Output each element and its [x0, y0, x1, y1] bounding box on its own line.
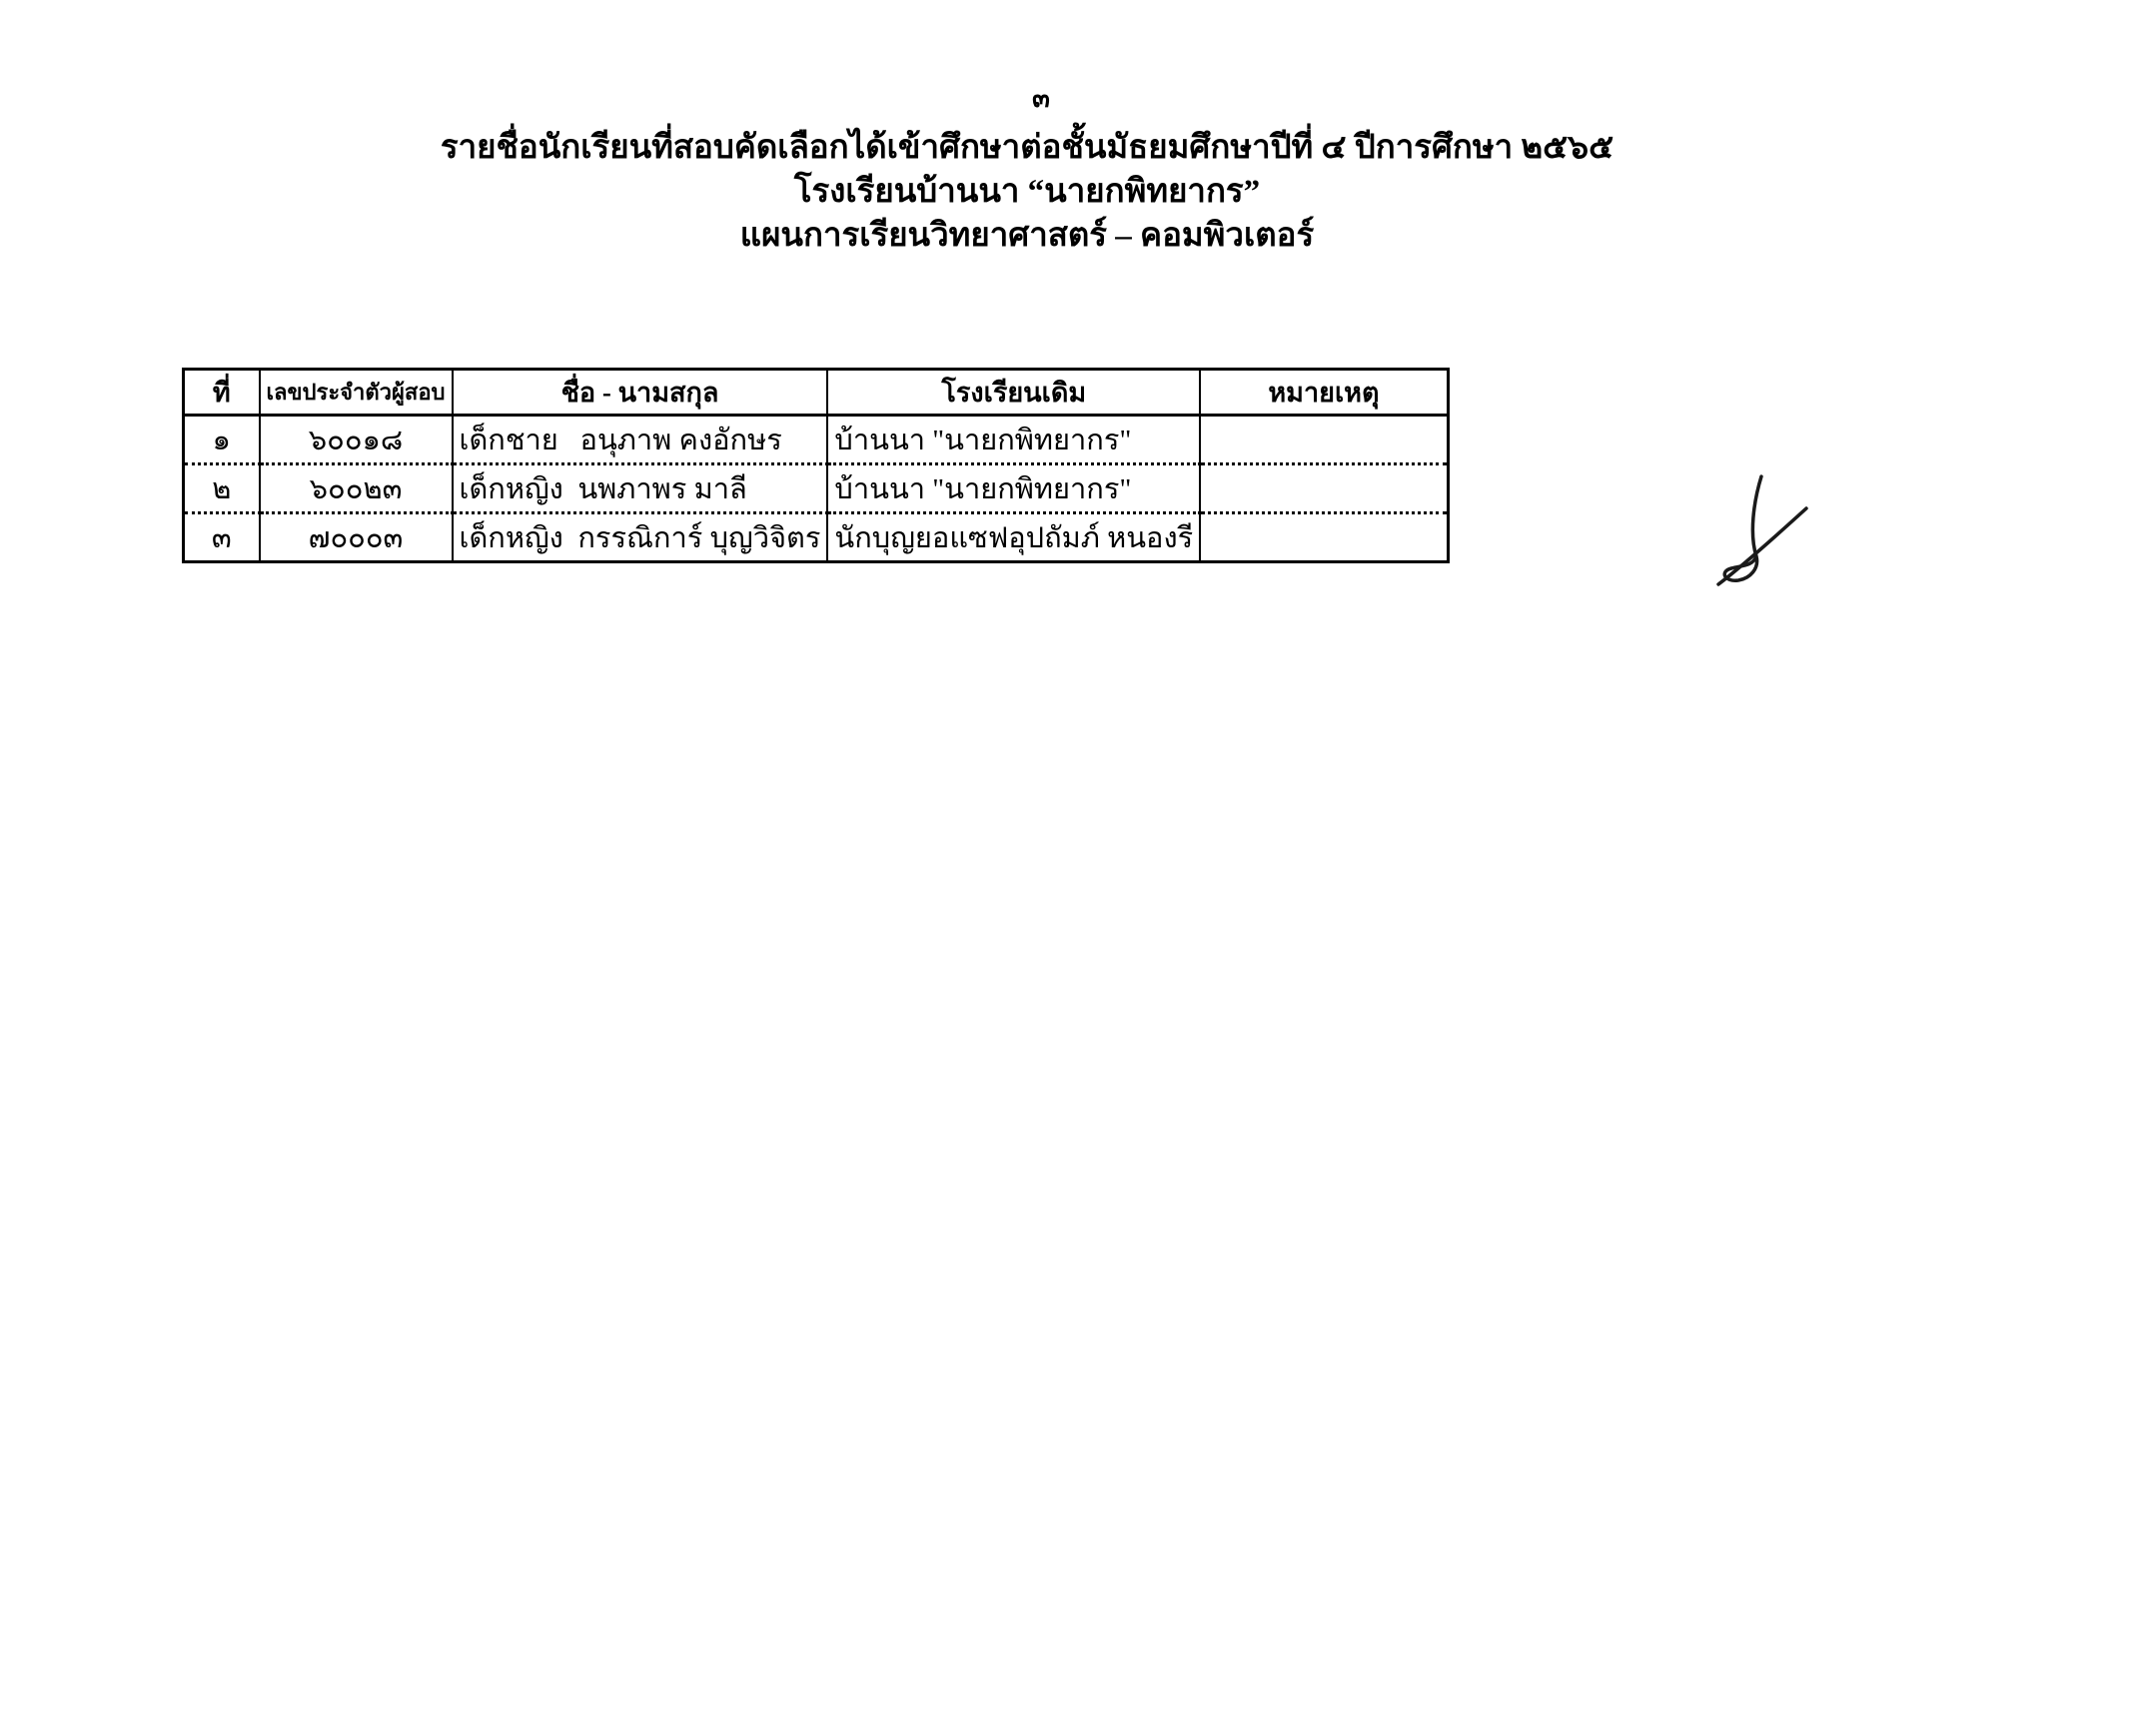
cell-no: ๓ [184, 513, 260, 562]
cell-remark [1200, 464, 1448, 513]
cell-no: ๑ [184, 416, 260, 464]
cell-exam-id: ๗๐๐๐๓ [260, 513, 453, 562]
page-number: ๓ [1032, 84, 1050, 113]
title-line-3: แผนการเรียนวิทยาศาสตร์ – คอมพิวเตอร์ [739, 218, 1315, 254]
cell-remark [1200, 513, 1448, 562]
cell-name: เด็กชาย อนุภาพ คงอักษร [453, 416, 828, 464]
cell-no: ๒ [184, 464, 260, 513]
table-header-row [184, 370, 1449, 416]
header-remark: หมายเหตุ [1200, 370, 1448, 416]
students-table-wrapper [182, 368, 1450, 563]
cell-name: เด็กหญิง นพภาพร มาลี [453, 464, 828, 513]
header-exam-id: เลขประจำตัวผู้สอบ [260, 370, 453, 416]
title-line-2: โรงเรียนบ้านนา “นายกพิทยากร” [793, 174, 1261, 210]
table-row [184, 513, 1449, 562]
document-title [0, 126, 2054, 258]
cell-former-school: บ้านนา "นายกพิทยากร" [827, 464, 1200, 513]
header-former-school: โรงเรียนเดิม [827, 370, 1200, 416]
header-name: ชื่อ - นามสกุล [453, 370, 828, 416]
header-no: ที่ [184, 370, 260, 416]
cell-name: เด็กหญิง กรรณิการ์ บุญวิจิตร [453, 513, 828, 562]
table-row [184, 464, 1449, 513]
cell-remark [1200, 416, 1448, 464]
students-table [182, 368, 1450, 563]
cell-former-school: นักบุญยอแซฟอุปถัมภ์ หนองรี [827, 513, 1200, 562]
cell-former-school: บ้านนา "นายกพิทยากร" [827, 416, 1200, 464]
table-row [184, 416, 1449, 464]
title-line-1: รายชื่อนักเรียนที่สอบคัดเลือกได้เข้าศึกษาต่อชั้นมัธยมศึกษาปีที่ ๔ ปีการศึกษา ๒๕๖๕ [440, 130, 1614, 166]
cell-exam-id: ๖๐๐๑๘ [260, 416, 453, 464]
cell-exam-id: ๖๐๐๒๓ [260, 464, 453, 513]
handwritten-signature-mark [1698, 467, 1828, 589]
